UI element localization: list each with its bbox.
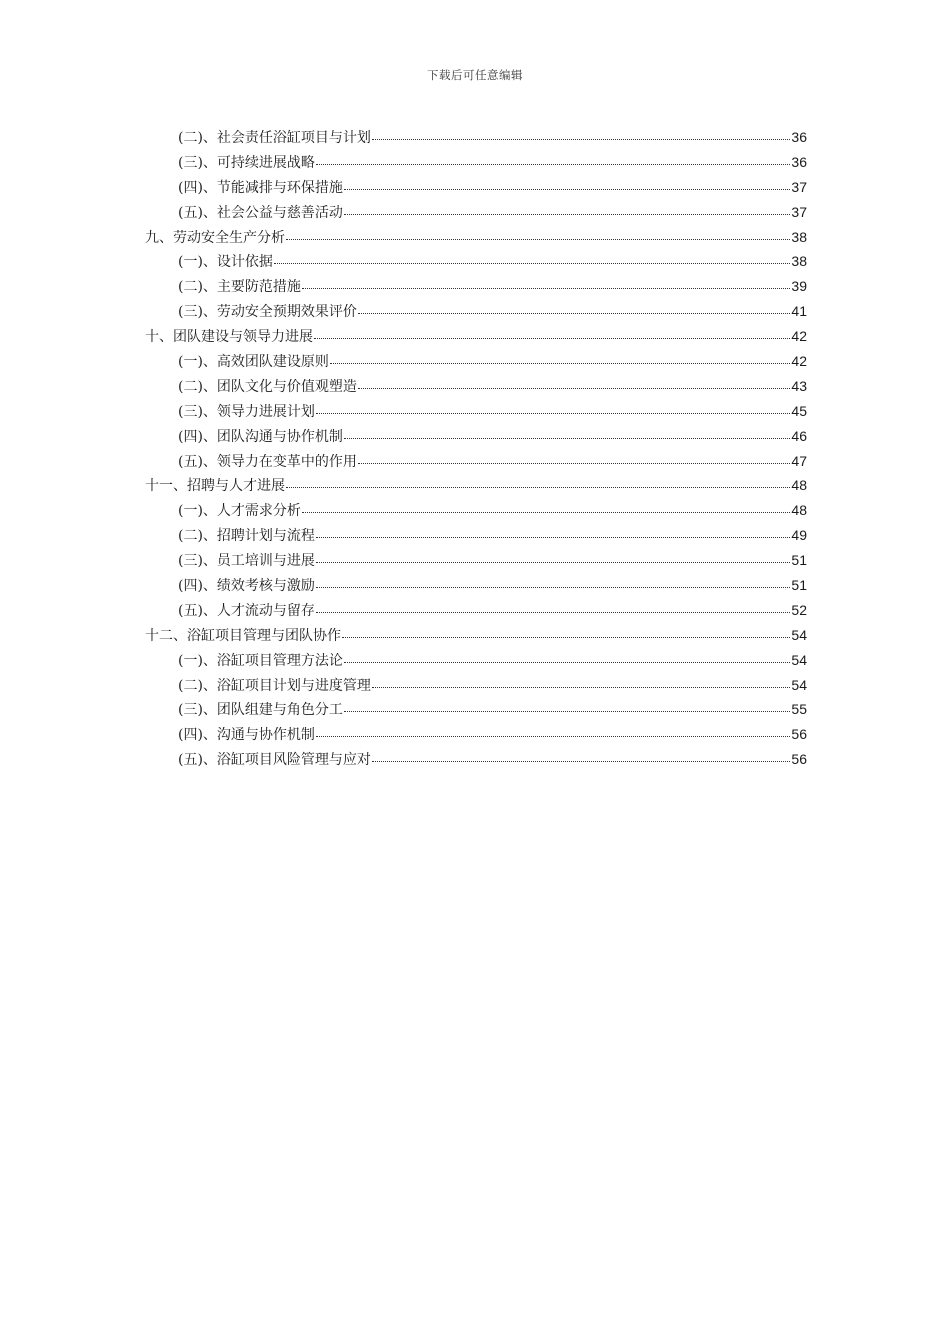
toc-page-number: 54 [791,626,807,643]
toc-entry-title: (五)、社会公益与慈善活动 [178,204,343,221]
toc-dot-leader [358,302,790,316]
toc-dot-leader [372,128,790,142]
toc-section-entry[interactable] [145,722,807,747]
toc-dot-leader [344,427,790,441]
toc-page-number: 54 [791,676,807,693]
toc-dot-leader [316,725,790,739]
toc-section-entry[interactable] [145,249,807,274]
toc-entry-title: (三)、员工培训与进展 [178,553,315,570]
toc-entry-title: (四)、沟通与协作机制 [178,727,315,744]
toc-entry-title: (五)、人才流动与留存 [178,602,315,619]
toc-page-number: 47 [791,452,807,469]
toc-dot-leader [372,750,790,764]
toc-section-entry[interactable] [145,648,807,673]
toc-section-entry[interactable] [145,349,807,374]
toc-entry-title: 十一、招聘与人才进展 [145,478,285,495]
toc-entry-title: (二)、社会责任浴缸项目与计划 [178,130,371,146]
toc-dot-leader [316,526,790,540]
toc-entry-title: (一)、高效团队建设原则 [178,354,329,371]
toc-entry-title: (二)、团队文化与价值观塑造 [178,378,357,395]
toc-page-number: 38 [791,253,807,270]
toc-entry-title: 十二、浴缸项目管理与团队协作 [145,627,341,644]
toc-section-entry[interactable] [145,747,807,772]
toc-page-number: 37 [791,178,807,195]
toc-entry-title: 九、劳动安全生产分析 [145,229,285,246]
toc-section-entry[interactable] [145,200,807,225]
toc-page-number: 36 [791,129,807,145]
toc-dot-leader [316,576,790,590]
toc-section-entry[interactable] [145,598,807,623]
toc-page-number: 37 [791,203,807,220]
toc-entry-title: (二)、招聘计划与流程 [178,528,315,545]
toc-dot-leader [344,651,790,665]
toc-dot-leader [330,352,790,366]
toc-dot-leader [344,178,790,192]
toc-page-number: 39 [791,278,807,295]
toc-dot-leader [358,377,790,391]
toc-section-entry[interactable] [145,125,807,150]
toc-entry-title: (五)、浴缸项目风险管理与应对 [178,752,371,769]
toc-page-number: 54 [791,651,807,668]
toc-page-number: 49 [791,527,807,544]
toc-chapter-entry[interactable] [145,324,807,349]
toc-dot-leader [316,153,790,167]
toc-page-number: 36 [791,153,807,170]
toc-entry-title: (四)、团队沟通与协作机制 [178,428,343,445]
toc-dot-leader [316,402,790,416]
toc-entry-title: 十、团队建设与领导力进展 [145,329,313,346]
toc-page-number: 48 [791,502,807,519]
page-header: 下载后可任意编辑 [427,68,523,82]
toc-entry-title: (四)、绩效考核与激励 [178,578,315,595]
toc-entry-title: (一)、人才需求分析 [178,503,301,520]
toc-entry-title: (三)、领导力进展计划 [178,403,315,420]
toc-section-entry[interactable] [145,548,807,573]
toc-section-entry[interactable] [145,673,807,698]
toc-entry-title: (二)、浴缸项目计划与进度管理 [178,677,371,694]
toc-dot-leader [314,327,790,341]
toc-section-entry[interactable] [145,150,807,175]
toc-section-entry[interactable] [145,697,807,722]
toc-page-number: 51 [791,577,807,594]
toc-section-entry[interactable] [145,175,807,200]
toc-page-number: 52 [791,601,807,618]
toc-dot-leader [302,277,790,291]
toc-entry-title: (四)、节能减排与环保措施 [178,179,343,196]
toc-entry-title: (一)、设计依据 [178,254,273,271]
toc-page-number: 46 [791,427,807,444]
toc-page-number: 43 [791,377,807,394]
toc-section-entry[interactable] [145,523,807,548]
toc-page-number: 38 [791,228,807,245]
toc-dot-leader [274,252,790,266]
toc-dot-leader [316,551,790,565]
toc-dot-leader [344,700,790,714]
toc-page-number: 42 [791,328,807,345]
toc-page-number: 55 [791,701,807,718]
toc-entry-title: (一)、浴缸项目管理方法论 [178,652,343,669]
toc-section-entry[interactable] [145,399,807,424]
toc-dot-leader [372,676,790,690]
toc-section-entry[interactable] [145,498,807,523]
toc-dot-leader [342,626,790,640]
toc-entry-title: (五)、领导力在变革中的作用 [178,453,357,470]
toc-entry-title: (三)、劳动安全预期效果评价 [178,304,357,321]
toc-page-number: 56 [791,726,807,743]
toc-entry-title: (三)、可持续进展战略 [178,154,315,171]
toc-section-entry[interactable] [145,573,807,598]
toc-dot-leader [316,601,790,615]
toc-chapter-entry[interactable] [145,225,807,250]
toc-section-entry[interactable] [145,424,807,449]
toc-chapter-entry[interactable] [145,623,807,648]
toc-entry-title: (三)、团队组建与角色分工 [178,702,343,719]
toc-dot-leader [358,452,790,466]
toc-entry-title: (二)、主要防范措施 [178,279,301,296]
toc-section-entry[interactable] [145,299,807,324]
toc-chapter-entry[interactable] [145,473,807,498]
toc-dot-leader [286,228,790,242]
toc-page-number: 41 [791,303,807,320]
toc-section-entry[interactable] [145,449,807,474]
toc-section-entry[interactable] [145,274,807,299]
toc-page-number: 51 [791,552,807,569]
toc-dot-leader [286,476,790,490]
toc-dot-leader [302,501,790,515]
toc-page-number: 45 [791,402,807,419]
toc-dot-leader [344,203,790,217]
toc-page-number: 42 [791,353,807,370]
toc-page-number: 48 [791,477,807,494]
table-of-contents [145,125,807,772]
toc-section-entry[interactable] [145,374,807,399]
toc-page-number: 56 [791,751,807,768]
